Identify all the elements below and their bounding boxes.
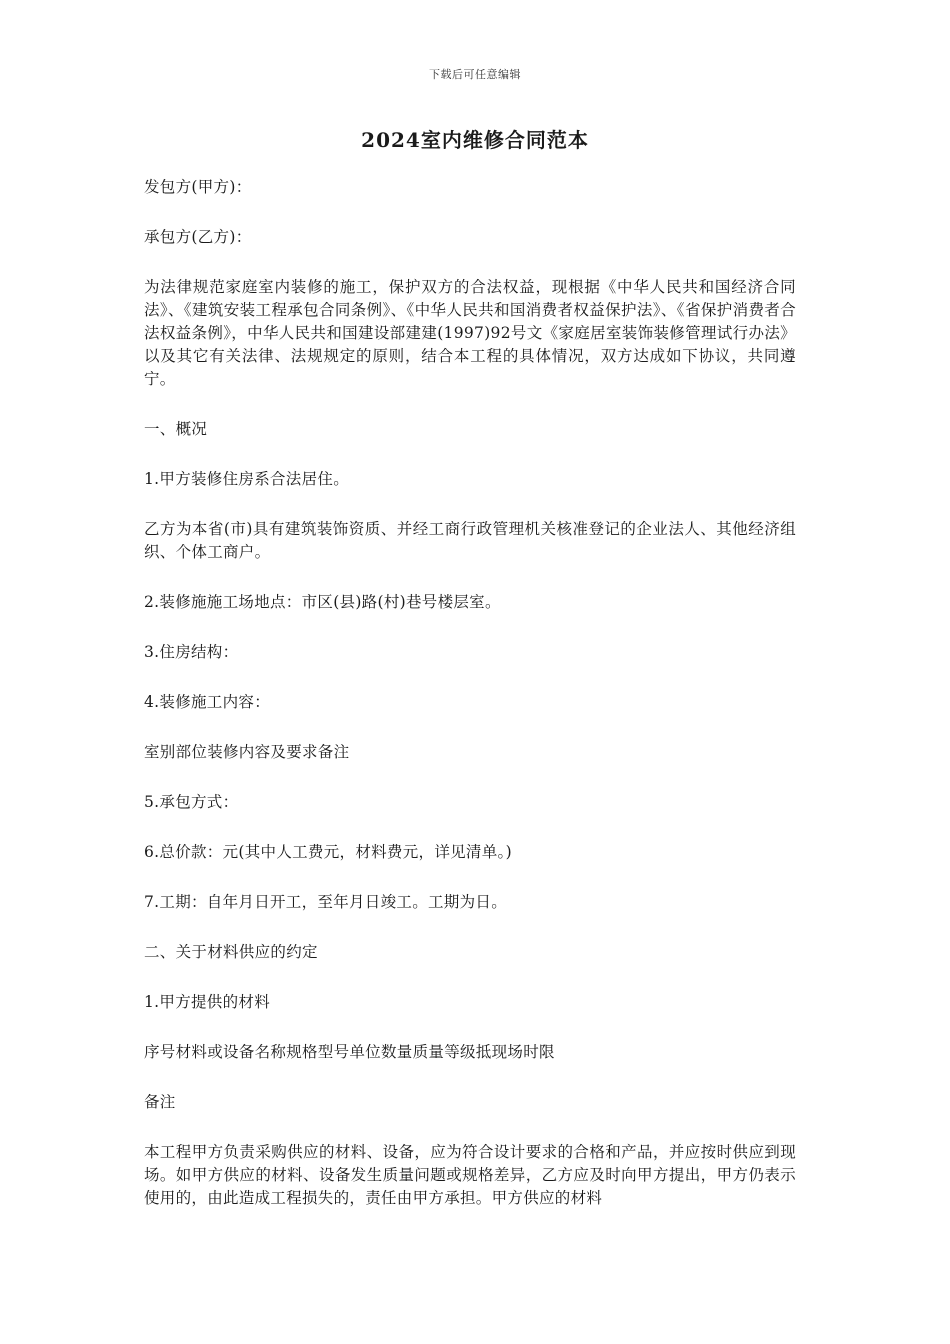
section-heading-materials: 二、关于材料供应的约定 bbox=[144, 943, 318, 961]
paragraph-item-3: 3.住房结构： bbox=[144, 643, 239, 661]
paragraph-item-7: 7.工期：自年月日开工，至年月日竣工。工期为日。 bbox=[144, 893, 507, 911]
paragraph-remarks: 备注 bbox=[144, 1093, 176, 1111]
paragraph-materials-item-1: 1.甲方提供的材料 bbox=[144, 993, 270, 1011]
paragraph-party-a: 发包方(甲方)： bbox=[144, 178, 252, 196]
page-header-note: 下载后可任意编辑 bbox=[429, 68, 521, 81]
paragraph-item-1: 1.甲方装修住房系合法居住。 bbox=[144, 470, 349, 488]
document-body bbox=[144, 176, 796, 1236]
paragraph-item-6: 6.总价款：元(其中人工费元，材料费元，详见清单。) bbox=[144, 843, 512, 861]
paragraph-item-2: 2.装修施施工场地点：市区(县)路(村)巷号楼层室。 bbox=[144, 593, 501, 611]
paragraph-room-table-header: 室别部位装修内容及要求备注 bbox=[144, 743, 350, 761]
paragraph-contractor-qualification: 乙方为本省(市)具有建筑装饰资质、并经工商行政管理机关核准登记的企业法人、其他经济组织、个体工商户。 bbox=[144, 520, 796, 561]
paragraph-materials-responsibility: 本工程甲方负责采购供应的材料、设备，应为符合设计要求的合格和产品，并应按时供应到现场。如甲方供应的材料、设备发生质量问题或规格差异，乙方应及时向甲方提出，甲方仍表示使用的，由此造成工程损失的，责任由甲方承担。甲方供应的材料 bbox=[144, 1143, 796, 1207]
section-heading-overview: 一、概况 bbox=[144, 420, 208, 438]
paragraph-preamble: 为法律规范家庭室内装修的施工，保护双方的合法权益，现根据《中华人民共和国经济合同法》、《建筑安装工程承包合同条例》、《中华人民共和国消费者权益保护法》、《省保护消费者合法权益条例》，中华人民共和国建设部建建(1997)92号文《家庭居室装饰装修管理试行办法》以及其它有关法律、法规规定的原则，结合本工程的具体情况，双方达成如下协议，共同遵宁。 bbox=[144, 278, 796, 388]
document-title: 2024室内维修合同范本 bbox=[361, 128, 589, 152]
paragraph-item-5: 5.承包方式： bbox=[144, 793, 239, 811]
paragraph-party-b: 承包方(乙方)： bbox=[144, 228, 252, 246]
paragraph-item-4: 4.装修施工内容： bbox=[144, 693, 270, 711]
paragraph-materials-table-header: 序号材料或设备名称规格型号单位数量质量等级抵现场时限 bbox=[144, 1043, 555, 1061]
